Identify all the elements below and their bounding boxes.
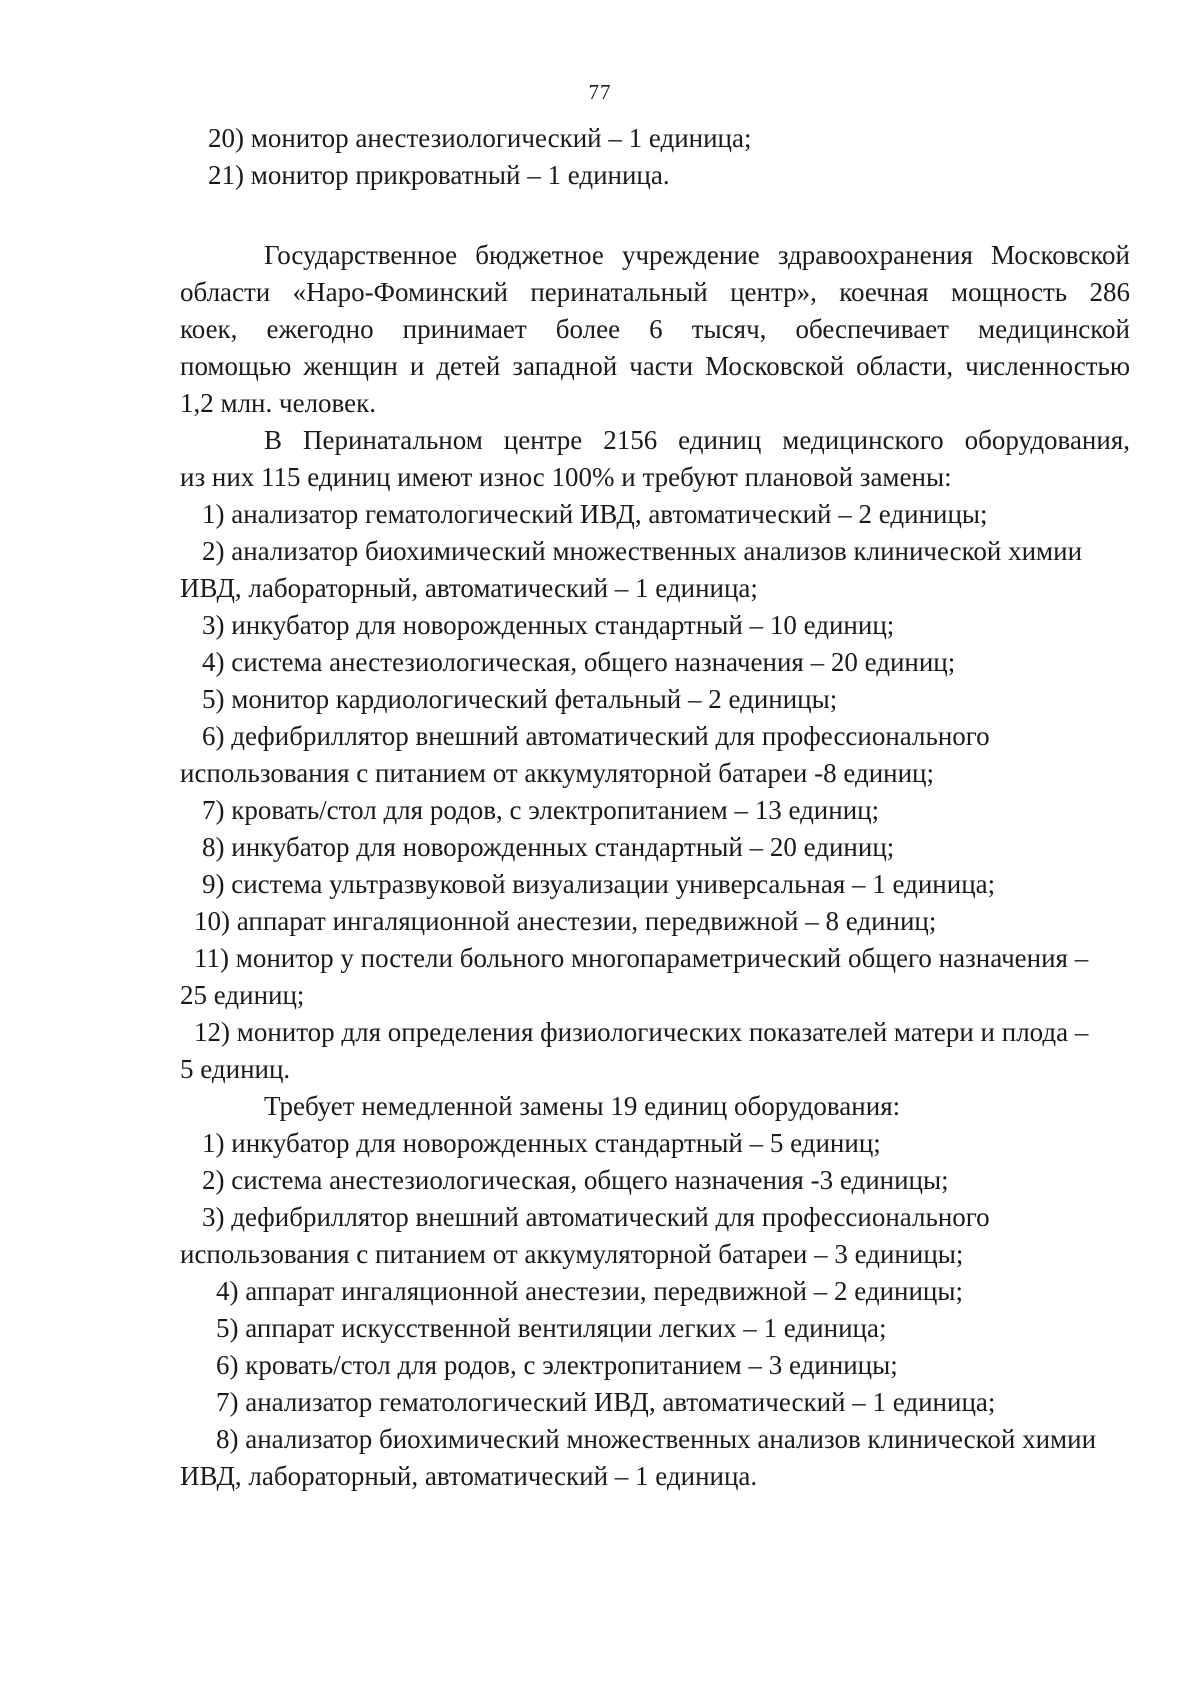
paragraph-line: 1,2 млн. человек. — [180, 388, 376, 418]
list-item: 6) кровать/стол для родов, с электропитанием – 3 единицы; — [216, 1350, 898, 1380]
list-item: 11) монитор у постели больного многопараметрический общего назначения – — [194, 943, 1089, 973]
list-item: 10) аппарат ингаляционной анестезии, передвижной – 8 единиц; — [194, 906, 937, 936]
paragraph-line: коек, ежегодно принимает более 6 тысяч, обеспечивает медицинской — [180, 314, 1130, 344]
list-item: использования с питанием от аккумуляторной батареи -8 единиц; — [180, 758, 935, 788]
paragraph-line: помощью женщин и детей западной части Московской области, численностью — [180, 351, 1130, 381]
list-item: 6) дефибриллятор внешний автоматический для профессионального — [202, 721, 990, 751]
list-item: 4) аппарат ингаляционной анестезии, передвижной – 2 единицы; — [216, 1276, 964, 1306]
paragraph-line: Требует немедленной замены 19 единиц оборудования: — [264, 1091, 901, 1121]
list-item: 7) кровать/стол для родов, с электропитанием – 13 единиц; — [202, 795, 880, 825]
list-item: 5) аппарат искусственной вентиляции легких – 1 единица; — [216, 1313, 887, 1343]
list-item: 1) инкубатор для новорожденных стандартный – 5 единиц; — [202, 1128, 881, 1158]
list-item: ИВД, лабораторный, автоматический – 1 единица; — [180, 573, 758, 603]
list-item: 4) система анестезиологическая, общего назначения – 20 единиц; — [202, 647, 956, 677]
page-number: 77 — [588, 80, 612, 104]
list-item: 2) система анестезиологическая, общего назначения -3 единицы; — [202, 1165, 949, 1195]
document-body — [180, 120, 1130, 1495]
list-item: 5 единиц. — [180, 1054, 291, 1084]
list-item: использования с питанием от аккумуляторной батареи – 3 единицы; — [180, 1239, 964, 1269]
paragraph-gap — [180, 194, 1130, 237]
list-item: 12) монитор для определения физиологических показателей матери и плода – — [194, 1017, 1089, 1047]
list-item: 8) анализатор биохимический множественных анализов клинической химии — [216, 1424, 1097, 1454]
list-item: 3) дефибриллятор внешний автоматический для профессионального — [202, 1202, 990, 1232]
list-item: 20) монитор анестезиологический – 1 единица; — [208, 123, 752, 153]
list-item: 1) анализатор гематологический ИВД, автоматический – 2 единицы; — [202, 499, 988, 529]
list-item: 8) инкубатор для новорожденных стандартный – 20 единиц; — [202, 832, 895, 862]
list-item: 3) инкубатор для новорожденных стандартный – 10 единиц; — [202, 610, 895, 640]
list-item: 21) монитор прикроватный – 1 единица. — [208, 160, 670, 190]
list-item: ИВД, лабораторный, автоматический – 1 единица. — [180, 1461, 758, 1491]
paragraph-line: из них 115 единиц имеют износ 100% и требуют плановой замены: — [180, 462, 952, 492]
list-item: 9) система ультразвуковой визуализации универсальная – 1 единица; — [202, 869, 996, 899]
paragraph-line: В Перинатальном центре 2156 единиц медицинского оборудования, — [264, 425, 1130, 455]
paragraph-line: Государственное бюджетное учреждение здравоохранения Московской — [264, 240, 1130, 270]
list-item: 2) анализатор биохимический множественных анализов клинической химии — [202, 536, 1083, 566]
list-item: 7) анализатор гематологический ИВД, автоматический – 1 единица; — [216, 1387, 996, 1417]
paragraph-line: области «Наро-Фоминский перинатальный центр», коечная мощность 286 — [180, 277, 1130, 307]
list-item: 5) монитор кардиологический фетальный – 2 единицы; — [202, 684, 838, 714]
list-item: 25 единиц; — [180, 980, 305, 1010]
